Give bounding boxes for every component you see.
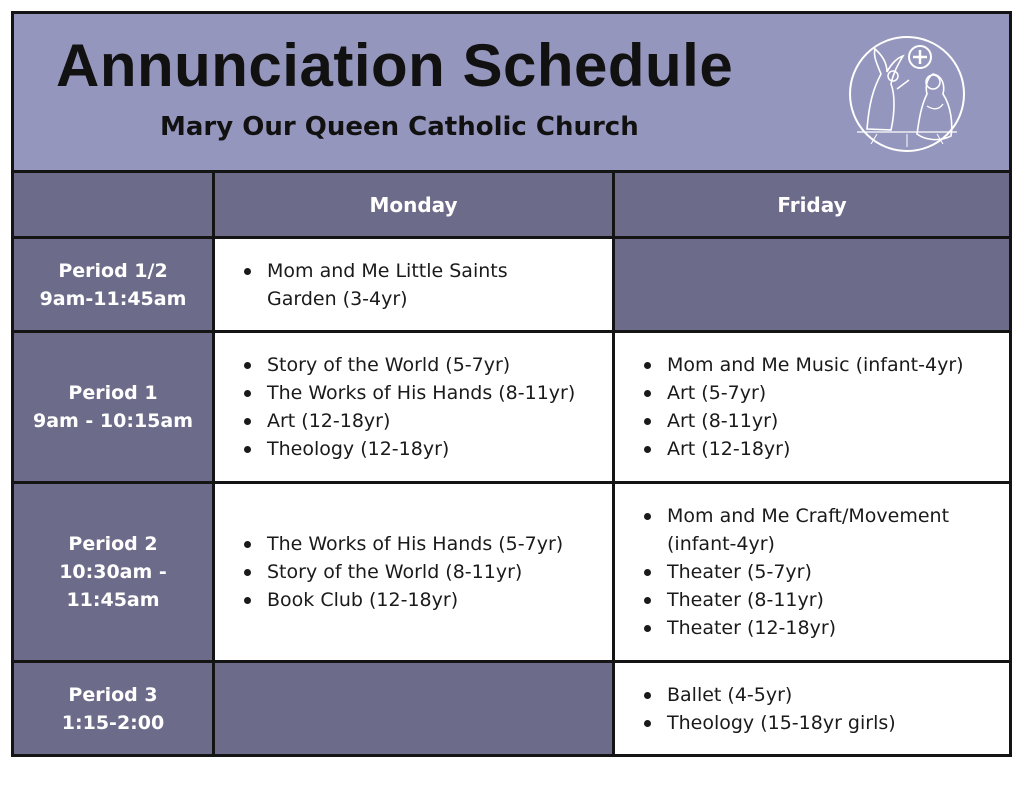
class-item: Art (12-18yr) <box>643 435 964 463</box>
friday-period-1-2-cell <box>615 239 1009 330</box>
friday-period-2-cell <box>615 484 1009 660</box>
class-item: Ballet (4-5yr) <box>643 681 896 709</box>
period-name: Period 3 <box>68 683 158 706</box>
period-name: Period 2 <box>68 533 158 555</box>
class-item: Mom and Me Craft/Movement (infant-4yr) <box>643 502 949 558</box>
grid-line <box>14 481 1009 484</box>
class-item: Art (12-18yr) <box>243 407 575 435</box>
grid-line <box>14 236 1009 239</box>
class-item: Mom and Me Little Saints Garden (3-4yr) <box>243 257 508 313</box>
class-item: Story of the World (5-7yr) <box>243 351 575 379</box>
period-name: Period 1/2 <box>58 259 168 282</box>
period-time: 9am-11:45am <box>39 287 187 310</box>
column-header-friday: Friday <box>615 173 1009 236</box>
schedule-frame <box>11 11 1012 757</box>
monday-period-3-cell <box>215 663 612 754</box>
column-header-monday: Monday <box>215 173 612 236</box>
grid-line <box>14 330 1009 333</box>
class-item: Theater (8-11yr) <box>643 586 949 614</box>
row-header-period-2 <box>14 484 212 660</box>
monday-period-1-cell <box>215 333 612 481</box>
period-time: 11:45am <box>66 589 160 611</box>
class-item: Story of the World (8-11yr) <box>243 558 563 586</box>
church-name-subtitle: Mary Our Queen Catholic Church <box>160 112 639 142</box>
class-item: Mom and Me Music (infant-4yr) <box>643 351 964 379</box>
class-item: Theology (12-18yr) <box>243 435 575 463</box>
grid-line <box>612 170 615 754</box>
friday-period-1-cell <box>615 333 1009 481</box>
class-item: Art (8-11yr) <box>643 407 964 435</box>
period-time: 9am - 10:15am <box>32 410 194 432</box>
monday-period-1-2-cell <box>215 239 612 330</box>
row-header-period-1-2 <box>14 239 212 330</box>
period-time: 10:30am - <box>59 561 167 583</box>
annunciation-seal-icon <box>847 34 967 154</box>
corner-cell <box>14 173 212 236</box>
class-item: Theology (15-18yr girls) <box>643 709 896 737</box>
class-item: Book Club (12-18yr) <box>243 586 563 614</box>
grid-line <box>212 170 215 754</box>
period-name: Period 1 <box>68 382 158 404</box>
class-item: The Works of His Hands (5-7yr) <box>243 530 563 558</box>
row-header-period-3 <box>14 663 212 754</box>
class-item: Theater (5-7yr) <box>643 558 949 586</box>
class-item: Theater (12-18yr) <box>643 614 949 642</box>
monday-period-2-cell <box>215 484 612 660</box>
friday-period-3-cell <box>615 663 1009 754</box>
period-time: 1:15-2:00 <box>61 711 165 734</box>
grid-line <box>14 660 1009 663</box>
page-title: Annunciation Schedule <box>56 32 734 99</box>
class-item: Art (5-7yr) <box>643 379 964 407</box>
row-header-period-1 <box>14 333 212 481</box>
class-item: The Works of His Hands (8-11yr) <box>243 379 575 407</box>
header-banner <box>14 14 1009 173</box>
